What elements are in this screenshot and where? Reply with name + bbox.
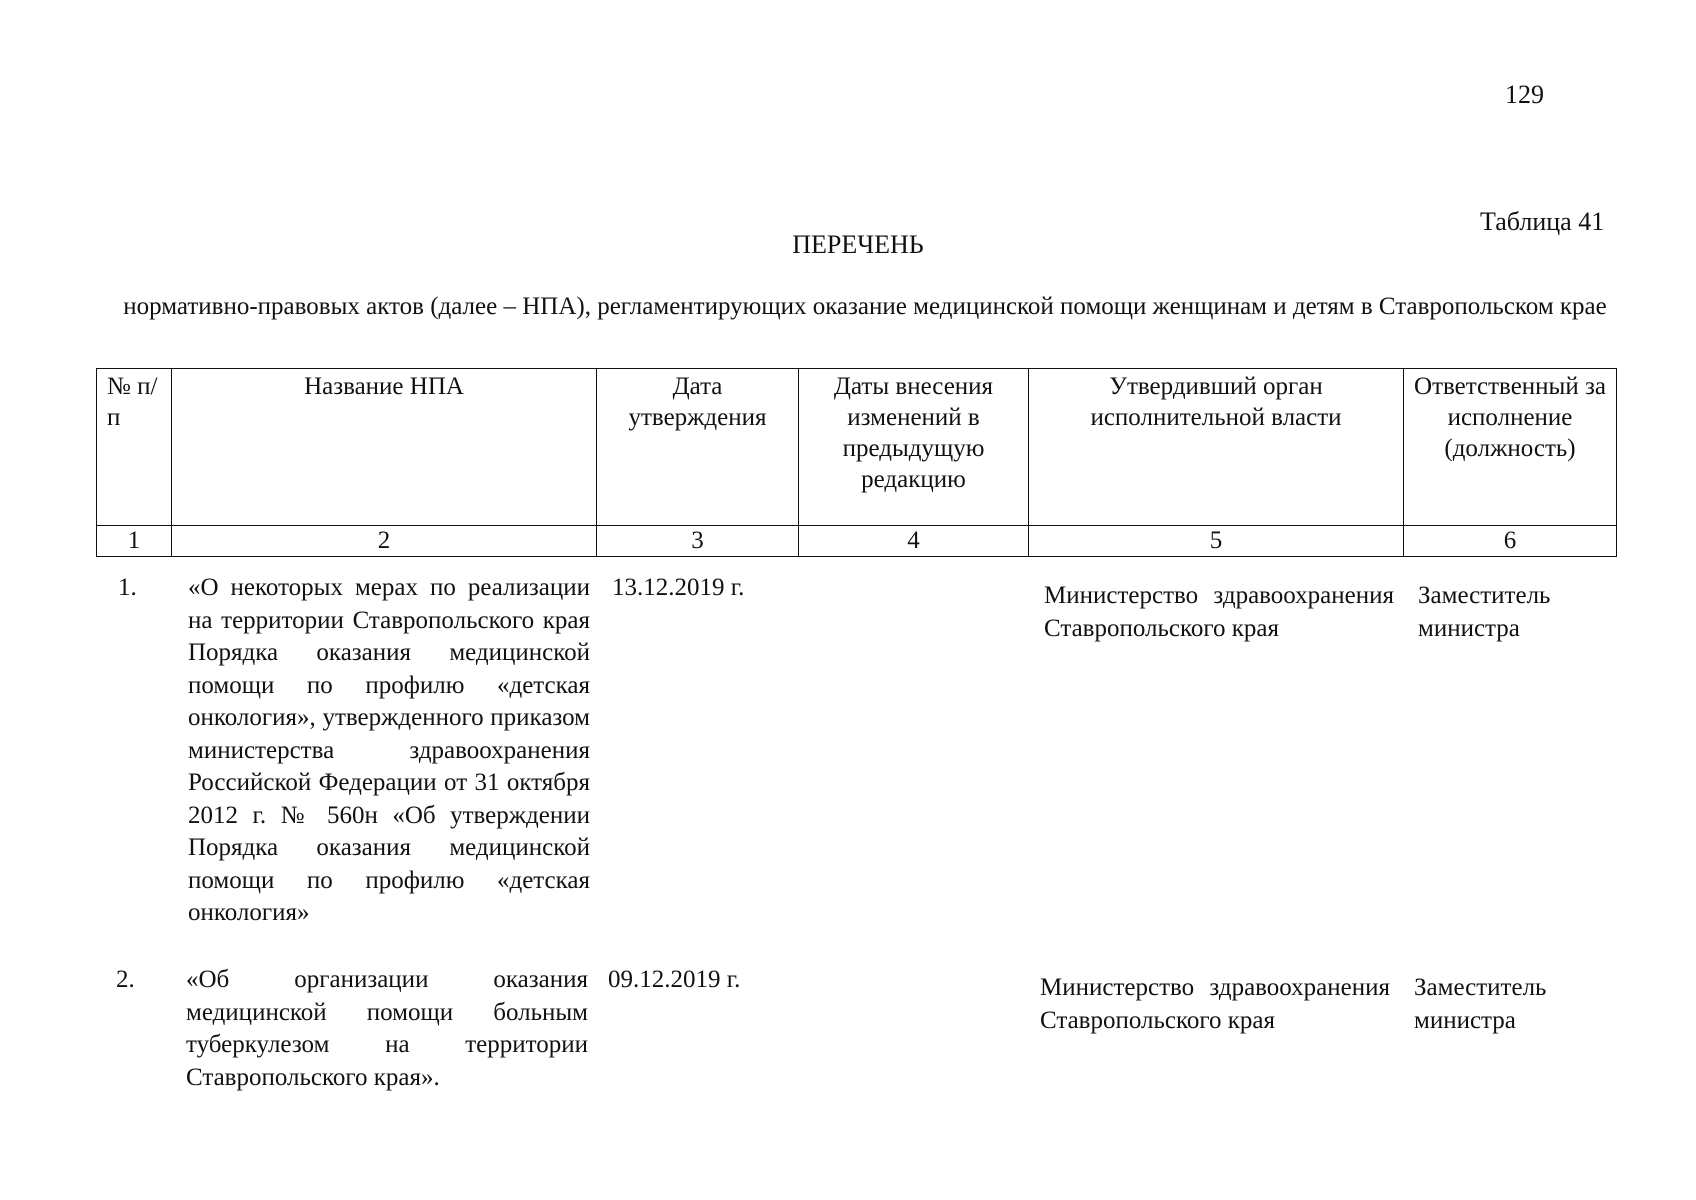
- document-title: ПЕРЕЧЕНЬ: [792, 230, 924, 259]
- column-headers-row: [97, 369, 1617, 526]
- document-subtitle: нормативно-правовых актов (далее – НПА), регламентирующих оказание медицинской помощи женщинам и детям в Ставропольском крае: [123, 293, 1607, 320]
- column-number: 3: [597, 526, 799, 557]
- column-number: 2: [172, 526, 597, 557]
- act-name: «Об организации оказания медицинской помощи больным туберкулезом на территории Ставропольского края».: [186, 966, 588, 1091]
- column-number: 1: [97, 526, 172, 557]
- column-header-org: Утвердивший орган исполнительной власти: [1029, 369, 1404, 526]
- column-header-changes: Даты внесения изменений в предыдущую редакцию: [799, 369, 1029, 526]
- row-number: 1.: [118, 574, 137, 601]
- column-header-num: № п/п: [97, 369, 172, 526]
- column-number: 4: [799, 526, 1029, 557]
- column-header-date: Дата утверждения: [597, 369, 799, 526]
- table-header: [96, 368, 1617, 557]
- column-number: 6: [1404, 526, 1617, 557]
- column-header-responsible: Ответственный за исполнение (должность): [1404, 369, 1617, 526]
- approval-date: 09.12.2019 г.: [608, 966, 741, 993]
- column-header-name: Название НПА: [172, 369, 597, 526]
- column-numbers-row: [97, 526, 1617, 557]
- approving-authority: Министерство здравоохранения Ставропольского края: [1040, 974, 1390, 1034]
- responsible-person: Заместитель министра: [1418, 582, 1551, 642]
- page-number: 129: [1505, 80, 1544, 109]
- act-name: «О некоторых мерах по реализации на территории Ставропольского края Порядка оказания медицинской помощи по профилю «детская онкология», утвержденного приказом министерства здравоохранения Российской Федерации от 31 октября 2012 г. № 560н «Об утверждении Порядка оказания медицинской помощи по профилю «детская онкология»: [188, 574, 590, 926]
- responsible-person: Заместитель министра: [1414, 974, 1547, 1034]
- column-number: 5: [1029, 526, 1404, 557]
- row-number: 2.: [116, 966, 135, 993]
- approving-authority: Министерство здравоохранения Ставропольского края: [1044, 582, 1394, 642]
- approval-date: 13.12.2019 г.: [612, 574, 745, 601]
- table-label: Таблица 41: [1480, 207, 1605, 236]
